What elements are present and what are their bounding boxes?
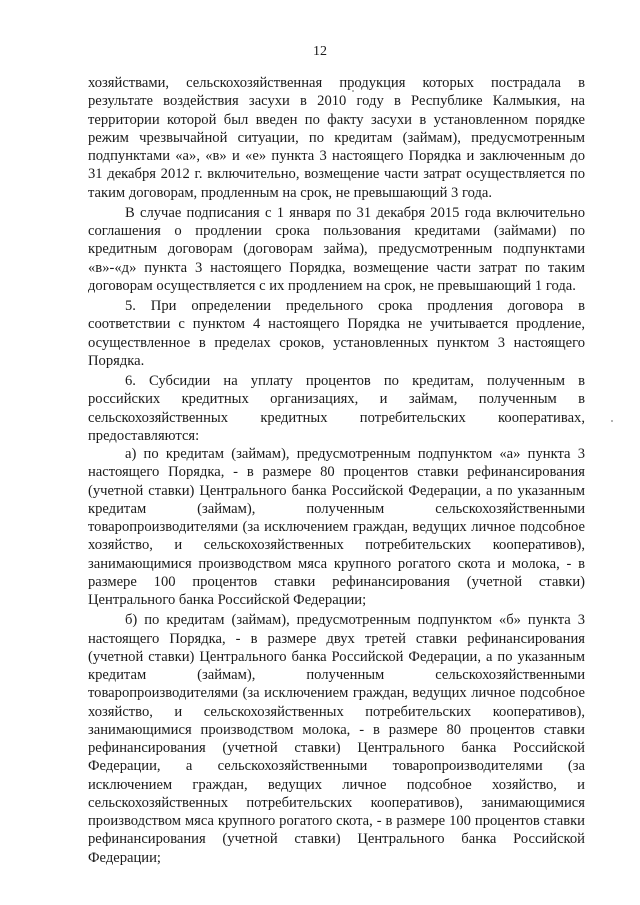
document-body [88,74,585,867]
scan-speck [611,420,613,422]
paragraph-drought-continuation: хозяйствами, сельскохозяйственная продукция которых пострадала в результате воздействия засухи в 2010 году в Республике Калмыкия, на территории которой был введен по факту засухи в установленном порядке режим чрезвычайной ситуации, по кредитам (займам), предусмотренным подпунктами «а», «в» и «е» пункта 3 настоящего Порядка и заключенным до 31 декабря 2012 г. включительно, возмещение части затрат осуществляется по таким договорам, продленным на срок, не превышающий 3 года. [88,75,585,201]
page-number: 12 [313,44,327,59]
paragraph-clause-6: 6. Субсидии на уплату процентов по кредитам, полученным в российских кредитных организациях, и займам, полученным в сельскохозяйственных кредитных потребительских кооперативах, предоставляются: [88,373,585,444]
paragraph-prolongation-2015: В случае подписания с 1 января по 31 декабря 2015 года включительно соглашения о продлении срока пользования кредитами (займами) по кредитным договорам (договорам займа), предусмотренным подпунктами «в»-«д» пункта 3 настоящего Порядка, возмещение части затрат по таким договорам осуществляется с их продлением на срок, не превышающий 1 года. [88,204,585,294]
paragraph-clause-5: 5. При определении предельного срока продления договора в соответствии с пунктом 4 настоящего Порядка не учитывается продление, осуществленное в пределах сроков, установленных пунктом 3 настоящего Порядка. [88,298,585,369]
paragraph-subclause-b: б) по кредитам (займам), предусмотренным подпунктом «б» пункта 3 настоящего Порядка, - в размере двух третей ставки рефинансирования (учетной ставки) Центрального банка Российской Федерации, а по указанным кредитам (займам), полученным сельскохозяйственными товаропроизводителями (за исключением граждан, ведущих личное подсобное хозяйство, и сельскохозяйственных потребительских кооперативов), занимающимися производством молока, - в размере 80 процентов ставки рефинансирования (учетной ставки) Центрального банка Российской Федерации, а сельскохозяйственными товаропроизводителями (за исключением граждан, ведущих личное подсобное хозяйство, и сельскохозяйственных потребительских кооперативов), занимающимися производством мяса крупного рогатого скота, - в размере 100 процентов ставки рефинансирования (учетной ставки) Центрального банка Российской Федерации; [88,612,585,866]
paragraph-subclause-a: а) по кредитам (займам), предусмотренным подпунктом «а» пункта 3 настоящего Порядка, - в размере 80 процентов ставки рефинансирования (учетной ставки) Центрального банка Российской Федерации, а по указанным кредитам (займам), полученным сельскохозяйственными товаропроизводителями (за исключением граждан, ведущих личное подсобное хозяйство, и сельскохозяйственных потребительских кооперативов), занимающимися производством мяса крупного рогатого скота и молока, - в размере 100 процентов ставки рефинансирования (учетной ставки) Центрального банка Российской Федерации; [88,446,585,608]
